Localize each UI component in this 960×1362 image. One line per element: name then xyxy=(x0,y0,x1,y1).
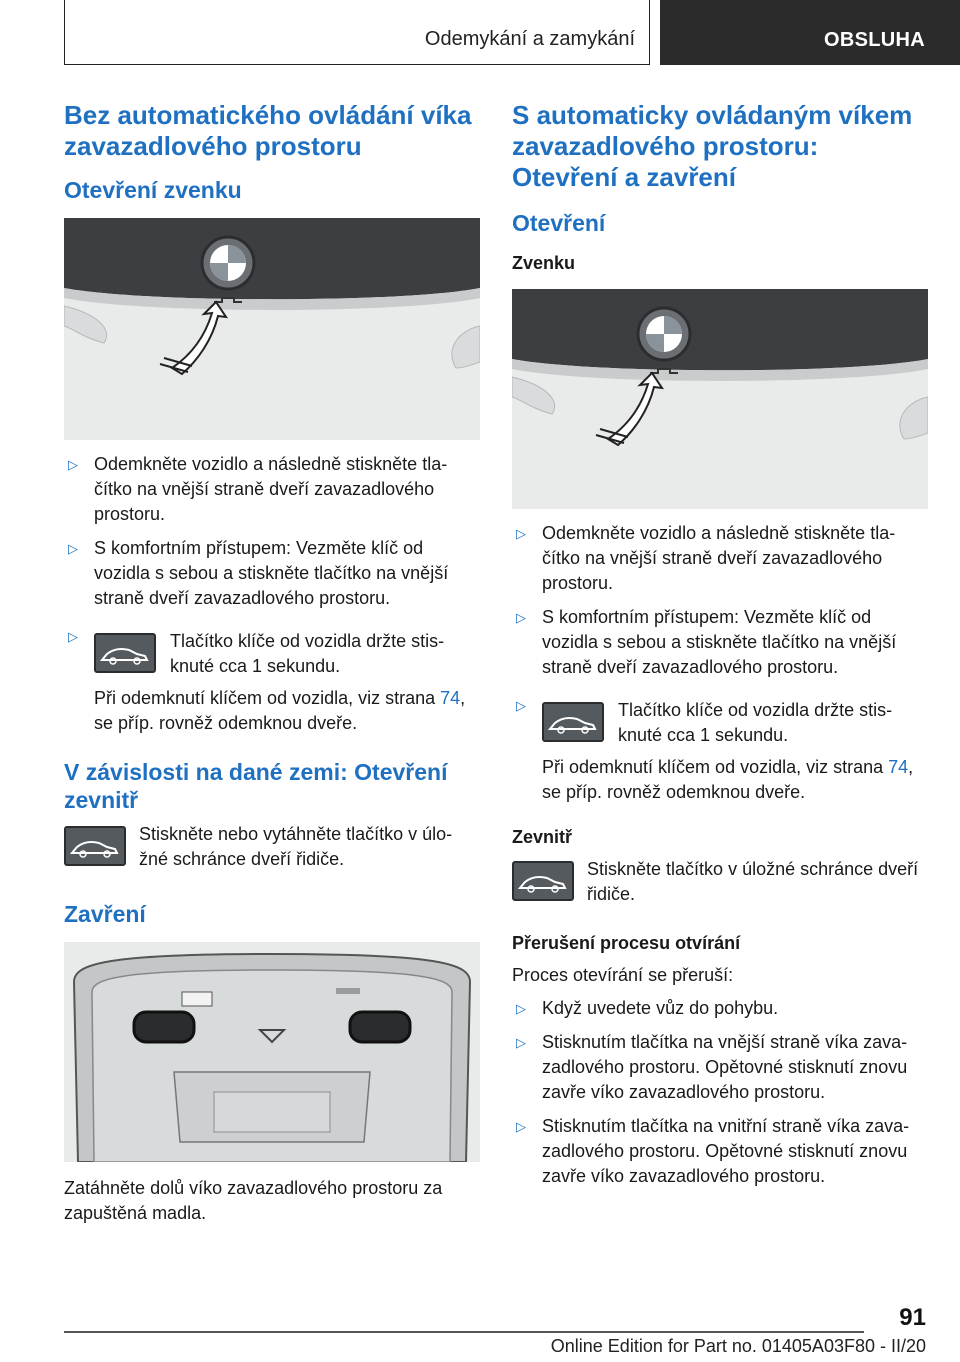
left-title: Bez automatického ovládání víka zavazadlového prostoru xyxy=(64,100,472,161)
close-heading: Zavření xyxy=(64,901,146,927)
header-chapter-tab: OBSLUHA xyxy=(660,0,960,65)
inside-text: Stiskněte nebo vytáhněte tlačítko v úlo-žné schránce dveří řidiče. xyxy=(139,824,453,869)
trunk-key-icon xyxy=(94,633,156,673)
trunk-button-illustration xyxy=(64,218,480,440)
list-item: ▷ S komfortním přístupem: Vezměte klíč od vozidla s sebou a stiskněte tlačítko na vnější straně dveří zavazadlového prostoru. xyxy=(68,538,449,608)
page-link-74[interactable]: 74 xyxy=(440,688,461,708)
left-column xyxy=(64,100,480,1226)
list-item: ▷ Odemkněte vozidlo a následně stiskněte tla-čítko na vnější straně dveří zavazadlového prostoru. xyxy=(516,523,896,593)
page-number: 91 xyxy=(899,1304,926,1331)
outside-list xyxy=(512,521,928,680)
trunk-button-icon xyxy=(64,826,126,866)
close-text: Zatáhněte dolů víko zavazadlového prostoru za zapuštěná madla. xyxy=(64,1178,443,1223)
trunk-button-icon xyxy=(512,861,574,901)
key-button-text: Tlačítko klíče od vozidla držte stis-knuté cca 1 sekundu. xyxy=(170,631,445,676)
right-title: S automaticky ovládaným víkem zavazadlového prostoru: Otevření a zavření xyxy=(512,100,913,192)
page-link-74[interactable]: 74 xyxy=(888,757,909,777)
list-item: ▷ S komfortním přístupem: Vezměte klíč od vozidla s sebou a stiskněte tlačítko na vnější straně dveří zavazadlového prostoru. xyxy=(516,607,897,677)
inside-heading: V závislosti na dané zemi: Otevření zevnitř xyxy=(64,759,448,813)
inside-heading-2: Zevnitř xyxy=(512,827,573,847)
key-button-instruction-2: ▷ Tlačítko klíče od vozidla držte stis-knuté cca 1 sekundu. Při odemknutí klíčem od vozidla, viz strana 74, se příp. rovněž odemknou dveře. xyxy=(512,698,928,805)
outside-heading: Zvenku xyxy=(512,253,576,273)
right-column xyxy=(512,100,928,1198)
list-item: ▷ Když uvedete vůz do pohybu. xyxy=(516,998,779,1018)
open-outside-list xyxy=(64,452,480,611)
open-heading: Otevření xyxy=(512,210,606,236)
list-item: ▷ Stisknutím tlačítka na vnější straně víka zava-zadlového prostoru. Opětovné stisknutí znovu zavře víko zavazadlového prostoru. xyxy=(516,1032,908,1102)
interrupt-intro: Proces otevírání se přeruší: xyxy=(512,965,734,985)
footer-edition: Online Edition for Part no. 01405A03F80 - II/20 xyxy=(550,1336,926,1356)
footer-divider xyxy=(64,1331,864,1333)
header-section-box xyxy=(64,0,650,65)
trunk-key-icon xyxy=(542,702,604,742)
key-note: Při odemknutí klíčem od vozidla, viz strana 74, se příp. rovněž odemknou dveře. xyxy=(542,757,914,802)
interrupt-heading: Přerušení procesu otvírání xyxy=(512,933,741,953)
inside-instruction xyxy=(64,822,480,872)
inside-text-2: Stiskněte tlačítko v úložné schránce dveří řidiče. xyxy=(587,859,919,904)
inside-instruction-2 xyxy=(512,857,928,907)
trunk-button-illustration-2 xyxy=(512,289,928,509)
key-note: Při odemknutí klíčem od vozidla, viz strana 74, se příp. rovněž odemknou dveře. xyxy=(94,688,466,733)
open-outside-heading: Otevření zvenku xyxy=(64,177,242,203)
key-button-text: Tlačítko klíče od vozidla držte stis-knuté cca 1 sekundu. xyxy=(618,700,893,745)
interrupt-list xyxy=(512,996,928,1189)
trunk-lid-illustration xyxy=(64,942,480,1162)
header-section-title: Odemykání a zamykání xyxy=(424,28,635,50)
key-button-instruction: ▷ Tlačítko klíče od vozidla držte stis-knuté cca 1 sekundu. Při odemknutí klíčem od vozidla, viz strana 74, se příp. rovněž odemknou dveře. xyxy=(64,629,480,736)
list-item: ▷ Stisknutím tlačítka na vnitřní straně víka zava-zadlového prostoru. Opětovné stisknutí znovu zavře víko zavazadlového prostoru. xyxy=(516,1116,910,1186)
list-item: ▷ Odemkněte vozidlo a následně stiskněte tla-čítko na vnější straně dveří zavazadlového prostoru. xyxy=(68,454,448,524)
